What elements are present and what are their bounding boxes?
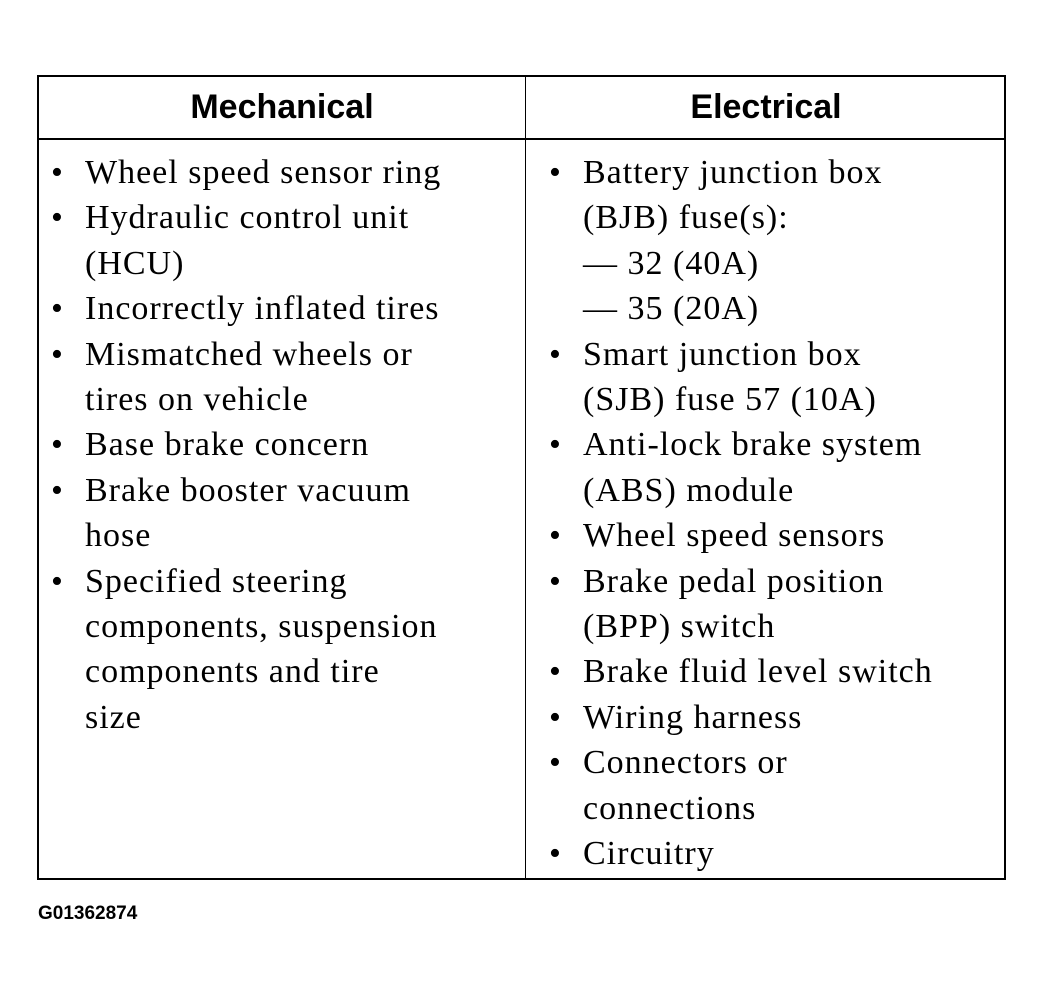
bullet-icon: • [51, 471, 64, 509]
bullet-icon: • [549, 154, 562, 191]
list-item-line: (BJB) fuse(s): [583, 199, 789, 237]
list-item-line: Brake booster vacuum [85, 471, 411, 509]
bullet-icon: • [549, 653, 562, 691]
list-item-line: size [85, 698, 142, 736]
list-item-line: Wiring harness [583, 698, 803, 736]
bullet-icon: • [51, 290, 64, 328]
list-item [549, 150, 999, 332]
bullet-icon: • [549, 335, 562, 373]
list-item-line: Circuitry [583, 835, 715, 873]
list-item-line: components and tire [85, 653, 380, 691]
bullet-icon: • [51, 335, 64, 373]
list-item [51, 195, 517, 286]
list-item [51, 422, 517, 467]
electrical-list [549, 150, 999, 877]
diagnostic-table [37, 75, 1006, 880]
list-item-line: Mismatched wheels or [85, 335, 413, 373]
list-item [51, 468, 517, 559]
list-item-line: Incorrectly inflated tires [85, 290, 440, 328]
bullet-icon: • [549, 426, 562, 464]
list-item-line: (ABS) module [583, 471, 795, 509]
column-header-electrical: Electrical [690, 88, 842, 126]
bullet-icon: • [51, 562, 64, 600]
list-item-line: tires on vehicle [85, 381, 309, 419]
list-item-line: — 35 (20A) [583, 290, 760, 328]
bullet-icon: • [549, 835, 562, 873]
list-item [549, 831, 999, 876]
list-item-line: Wheel speed sensors [583, 517, 886, 555]
bullet-icon: • [549, 517, 562, 555]
list-item-line: Base brake concern [85, 426, 370, 464]
header-divider [39, 138, 1004, 140]
bullet-icon: • [549, 744, 562, 782]
mechanical-list [51, 150, 517, 740]
list-item-line: Anti-lock brake system [583, 426, 923, 464]
figure-id: G01362874 [38, 903, 138, 924]
column-header-mechanical: Mechanical [190, 88, 374, 126]
list-item [549, 559, 999, 650]
bullet-icon: • [549, 562, 562, 600]
list-item-line: Smart junction box [583, 335, 862, 373]
list-item-line: Wheel speed sensor ring [85, 154, 442, 191]
list-item-line: (HCU) [85, 244, 185, 282]
list-item-line: (BPP) switch [583, 608, 776, 646]
list-item-line: Hydraulic control unit [85, 199, 410, 237]
list-item [51, 286, 517, 331]
list-item [549, 513, 999, 558]
list-item [549, 695, 999, 740]
list-item [549, 422, 999, 513]
column-divider [525, 77, 526, 878]
list-item [51, 150, 517, 195]
list-item [51, 332, 517, 423]
list-item-line: components, suspension [85, 608, 438, 646]
list-item-line: Brake pedal position [583, 562, 885, 600]
list-item-line: Specified steering [85, 562, 348, 600]
list-item-line: connections [583, 789, 757, 827]
list-item [549, 332, 999, 423]
list-item-line: Connectors or [583, 744, 788, 782]
list-item-line: Brake fluid level switch [583, 653, 933, 691]
bullet-icon: • [549, 698, 562, 736]
list-item [549, 740, 999, 831]
list-item-line: (SJB) fuse 57 (10A) [583, 381, 877, 419]
list-item-line: — 32 (40A) [583, 244, 760, 282]
list-item [51, 559, 517, 741]
bullet-icon: • [51, 154, 64, 191]
list-item [549, 649, 999, 694]
list-item-line: hose [85, 517, 152, 555]
list-item-line: Battery junction box [583, 154, 883, 191]
bullet-icon: • [51, 426, 64, 464]
bullet-icon: • [51, 199, 64, 237]
